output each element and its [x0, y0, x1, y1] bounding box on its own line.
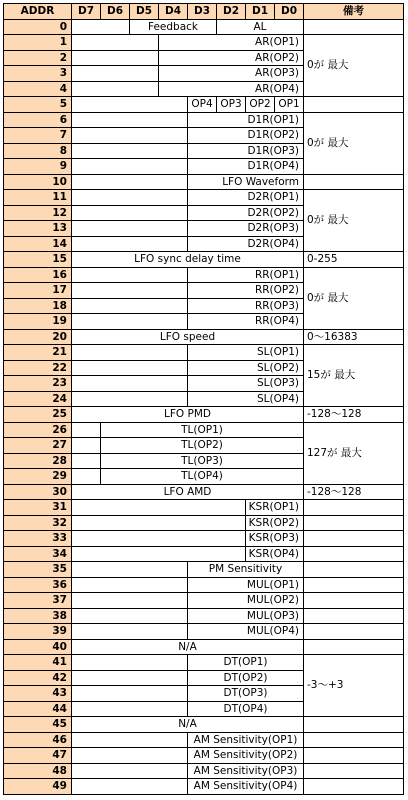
- register-row: [4, 35, 404, 51]
- bit-field-cell: AR(OP4): [159, 81, 304, 97]
- addr-cell: 27: [4, 438, 72, 454]
- register-row: [4, 639, 404, 655]
- unused-bits-cell: [72, 469, 101, 485]
- bit-field-cell: MUL(OP2): [188, 593, 304, 609]
- unused-bits-cell: [72, 422, 101, 438]
- addr-cell: 6: [4, 112, 72, 128]
- bit-field-cell: OP1: [275, 97, 304, 113]
- unused-bits-cell: [72, 35, 159, 51]
- register-row: [4, 546, 404, 562]
- addr-cell: 35: [4, 562, 72, 578]
- unused-bits-cell: [72, 128, 188, 144]
- unused-bits-cell: [72, 174, 188, 190]
- unused-bits-cell: [72, 453, 101, 469]
- register-row: [4, 97, 404, 113]
- register-row: [4, 655, 404, 671]
- bit-field-cell: KSR(OP3): [246, 531, 304, 547]
- unused-bits-cell: [72, 112, 188, 128]
- bit-header-d2: D2: [217, 4, 246, 20]
- addr-cell: 34: [4, 546, 72, 562]
- bit-field-cell: AM Sensitivity(OP4): [188, 779, 304, 795]
- note-cell: [304, 593, 404, 609]
- addr-cell: 33: [4, 531, 72, 547]
- note-cell: -128〜128: [304, 407, 404, 423]
- bit-header-d4: D4: [159, 4, 188, 20]
- addr-cell: 30: [4, 484, 72, 500]
- unused-bits-cell: [72, 655, 188, 671]
- bit-field-cell: AR(OP2): [159, 50, 304, 66]
- bit-field-cell: LFO AMD: [72, 484, 304, 500]
- unused-bits-cell: [72, 66, 159, 82]
- register-row: [4, 748, 404, 764]
- addr-cell: 36: [4, 577, 72, 593]
- addr-cell: 29: [4, 469, 72, 485]
- register-row: [4, 267, 404, 283]
- note-cell: [304, 97, 404, 113]
- addr-cell: 14: [4, 236, 72, 252]
- addr-cell: 37: [4, 593, 72, 609]
- register-row: [4, 345, 404, 361]
- unused-bits-cell: [72, 221, 188, 237]
- unused-bits-cell: [72, 779, 188, 795]
- addr-cell: 15: [4, 252, 72, 268]
- bit-field-cell: RR(OP1): [188, 267, 304, 283]
- bit-field-cell: AM Sensitivity(OP3): [188, 763, 304, 779]
- note-cell: [304, 748, 404, 764]
- register-row: [4, 608, 404, 624]
- note-cell: [304, 174, 404, 190]
- bit-field-cell: SL(OP4): [188, 391, 304, 407]
- unused-bits-cell: [72, 686, 188, 702]
- bit-field-cell: MUL(OP1): [188, 577, 304, 593]
- bit-field-cell: D1R(OP1): [188, 112, 304, 128]
- bit-field-cell: DT(OP2): [188, 670, 304, 686]
- bit-field-cell: OP4: [188, 97, 217, 113]
- addr-cell: 2: [4, 50, 72, 66]
- addr-cell: 0: [4, 19, 72, 35]
- note-cell: [304, 732, 404, 748]
- addr-cell: 21: [4, 345, 72, 361]
- register-row: [4, 252, 404, 268]
- addr-cell: 26: [4, 422, 72, 438]
- notes-header: 備考: [304, 4, 404, 20]
- bit-field-cell: D2R(OP4): [188, 236, 304, 252]
- bit-header-d3: D3: [188, 4, 217, 20]
- addr-cell: 13: [4, 221, 72, 237]
- unused-bits-cell: [72, 283, 188, 299]
- bit-field-cell: D2R(OP3): [188, 221, 304, 237]
- unused-bits-cell: [72, 159, 188, 175]
- bit-field-cell: D1R(OP2): [188, 128, 304, 144]
- note-cell: 0が 最大: [304, 35, 404, 97]
- unused-bits-cell: [72, 81, 159, 97]
- register-row: [4, 112, 404, 128]
- addr-cell: 16: [4, 267, 72, 283]
- note-cell: [304, 763, 404, 779]
- note-cell: [304, 717, 404, 733]
- bit-field-cell: TL(OP2): [101, 438, 304, 454]
- unused-bits-cell: [72, 546, 246, 562]
- unused-bits-cell: [72, 608, 188, 624]
- bit-field-cell: TL(OP1): [101, 422, 304, 438]
- addr-cell: 9: [4, 159, 72, 175]
- register-row: [4, 19, 404, 35]
- addr-cell: 8: [4, 143, 72, 159]
- unused-bits-cell: [72, 314, 188, 330]
- header-row: [4, 4, 404, 20]
- register-row: [4, 174, 404, 190]
- note-cell: -3〜+3: [304, 655, 404, 717]
- note-cell: 0-255: [304, 252, 404, 268]
- unused-bits-cell: [72, 298, 188, 314]
- addr-cell: 19: [4, 314, 72, 330]
- unused-bits-cell: [72, 19, 130, 35]
- addr-cell: 25: [4, 407, 72, 423]
- bit-field-cell: AM Sensitivity(OP2): [188, 748, 304, 764]
- note-cell: 0が 最大: [304, 112, 404, 174]
- note-cell: -128〜128: [304, 484, 404, 500]
- note-cell: [304, 779, 404, 795]
- note-cell: [304, 531, 404, 547]
- bit-field-cell: RR(OP3): [188, 298, 304, 314]
- unused-bits-cell: [72, 376, 188, 392]
- register-map-table: [3, 3, 404, 795]
- unused-bits-cell: [72, 624, 188, 640]
- bit-field-cell: TL(OP4): [101, 469, 304, 485]
- unused-bits-cell: [72, 701, 188, 717]
- register-row: [4, 422, 404, 438]
- bit-header-d1: D1: [246, 4, 275, 20]
- addr-cell: 49: [4, 779, 72, 795]
- unused-bits-cell: [72, 515, 246, 531]
- bit-field-cell: Feedback: [130, 19, 217, 35]
- addr-cell: 1: [4, 35, 72, 51]
- unused-bits-cell: [72, 593, 188, 609]
- unused-bits-cell: [72, 391, 188, 407]
- register-rows: [4, 19, 404, 794]
- addr-header: ADDR: [4, 4, 72, 20]
- bit-header-d5: D5: [130, 4, 159, 20]
- note-cell: [304, 624, 404, 640]
- note-cell: [304, 608, 404, 624]
- addr-cell: 10: [4, 174, 72, 190]
- note-cell: [304, 577, 404, 593]
- bit-field-cell: LFO PMD: [72, 407, 304, 423]
- register-row: [4, 624, 404, 640]
- unused-bits-cell: [72, 748, 188, 764]
- register-row: [4, 732, 404, 748]
- addr-cell: 31: [4, 500, 72, 516]
- unused-bits-cell: [72, 205, 188, 221]
- note-cell: [304, 515, 404, 531]
- addr-cell: 32: [4, 515, 72, 531]
- note-cell: [304, 546, 404, 562]
- register-row: [4, 531, 404, 547]
- addr-cell: 12: [4, 205, 72, 221]
- bit-field-cell: LFO sync delay time: [72, 252, 304, 268]
- unused-bits-cell: [72, 236, 188, 252]
- bit-field-cell: TL(OP3): [101, 453, 304, 469]
- register-row: [4, 484, 404, 500]
- addr-cell: 28: [4, 453, 72, 469]
- bit-field-cell: MUL(OP3): [188, 608, 304, 624]
- unused-bits-cell: [72, 50, 159, 66]
- unused-bits-cell: [72, 732, 188, 748]
- bit-field-cell: DT(OP1): [188, 655, 304, 671]
- addr-cell: 43: [4, 686, 72, 702]
- note-cell: [304, 19, 404, 35]
- unused-bits-cell: [72, 577, 188, 593]
- unused-bits-cell: [72, 500, 246, 516]
- addr-cell: 4: [4, 81, 72, 97]
- note-cell: [304, 639, 404, 655]
- bit-field-cell: LFO speed: [72, 329, 304, 345]
- note-cell: 0〜16383: [304, 329, 404, 345]
- unused-bits-cell: [72, 670, 188, 686]
- bit-field-cell: AL: [217, 19, 304, 35]
- addr-cell: 39: [4, 624, 72, 640]
- addr-cell: 42: [4, 670, 72, 686]
- unused-bits-cell: [72, 97, 188, 113]
- register-row: [4, 577, 404, 593]
- addr-cell: 3: [4, 66, 72, 82]
- bit-field-cell: AR(OP3): [159, 66, 304, 82]
- unused-bits-cell: [72, 360, 188, 376]
- bit-field-cell: SL(OP1): [188, 345, 304, 361]
- bit-field-cell: OP2: [246, 97, 275, 113]
- addr-cell: 11: [4, 190, 72, 206]
- addr-cell: 48: [4, 763, 72, 779]
- bit-header-d6: D6: [101, 4, 130, 20]
- addr-cell: 20: [4, 329, 72, 345]
- addr-cell: 22: [4, 360, 72, 376]
- register-row: [4, 562, 404, 578]
- addr-cell: 41: [4, 655, 72, 671]
- note-cell: 0が 最大: [304, 190, 404, 252]
- bit-field-cell: N/A: [72, 717, 304, 733]
- addr-cell: 44: [4, 701, 72, 717]
- addr-cell: 18: [4, 298, 72, 314]
- addr-cell: 38: [4, 608, 72, 624]
- note-cell: [304, 500, 404, 516]
- bit-field-cell: KSR(OP1): [246, 500, 304, 516]
- bit-field-cell: SL(OP2): [188, 360, 304, 376]
- bit-field-cell: LFO Waveform: [188, 174, 304, 190]
- register-row: [4, 763, 404, 779]
- bit-field-cell: RR(OP4): [188, 314, 304, 330]
- bit-field-cell: MUL(OP4): [188, 624, 304, 640]
- register-row: [4, 717, 404, 733]
- bit-field-cell: KSR(OP4): [246, 546, 304, 562]
- bit-header-d0: D0: [275, 4, 304, 20]
- unused-bits-cell: [72, 345, 188, 361]
- addr-cell: 45: [4, 717, 72, 733]
- bit-field-cell: AR(OP1): [159, 35, 304, 51]
- unused-bits-cell: [72, 531, 246, 547]
- bit-field-cell: PM Sensitivity: [188, 562, 304, 578]
- addr-cell: 5: [4, 97, 72, 113]
- addr-cell: 40: [4, 639, 72, 655]
- bit-field-cell: RR(OP2): [188, 283, 304, 299]
- bit-field-cell: SL(OP3): [188, 376, 304, 392]
- unused-bits-cell: [72, 438, 101, 454]
- bit-field-cell: N/A: [72, 639, 304, 655]
- bit-field-cell: DT(OP4): [188, 701, 304, 717]
- addr-cell: 24: [4, 391, 72, 407]
- note-cell: 127が 最大: [304, 422, 404, 484]
- unused-bits-cell: [72, 190, 188, 206]
- unused-bits-cell: [72, 267, 188, 283]
- addr-cell: 7: [4, 128, 72, 144]
- register-row: [4, 500, 404, 516]
- addr-cell: 46: [4, 732, 72, 748]
- note-cell: 15が 最大: [304, 345, 404, 407]
- register-row: [4, 190, 404, 206]
- bit-field-cell: OP3: [217, 97, 246, 113]
- unused-bits-cell: [72, 143, 188, 159]
- bit-field-cell: KSR(OP2): [246, 515, 304, 531]
- bit-header-d7: D7: [72, 4, 101, 20]
- register-row: [4, 407, 404, 423]
- unused-bits-cell: [72, 562, 188, 578]
- note-cell: 0が 最大: [304, 267, 404, 329]
- register-row: [4, 593, 404, 609]
- addr-cell: 17: [4, 283, 72, 299]
- note-cell: [304, 562, 404, 578]
- unused-bits-cell: [72, 763, 188, 779]
- addr-cell: 47: [4, 748, 72, 764]
- bit-field-cell: AM Sensitivity(OP1): [188, 732, 304, 748]
- bit-field-cell: D1R(OP4): [188, 159, 304, 175]
- bit-field-cell: D2R(OP2): [188, 205, 304, 221]
- bit-field-cell: D2R(OP1): [188, 190, 304, 206]
- bit-field-cell: DT(OP3): [188, 686, 304, 702]
- bit-field-cell: D1R(OP3): [188, 143, 304, 159]
- register-row: [4, 515, 404, 531]
- addr-cell: 23: [4, 376, 72, 392]
- register-row: [4, 329, 404, 345]
- register-row: [4, 779, 404, 795]
